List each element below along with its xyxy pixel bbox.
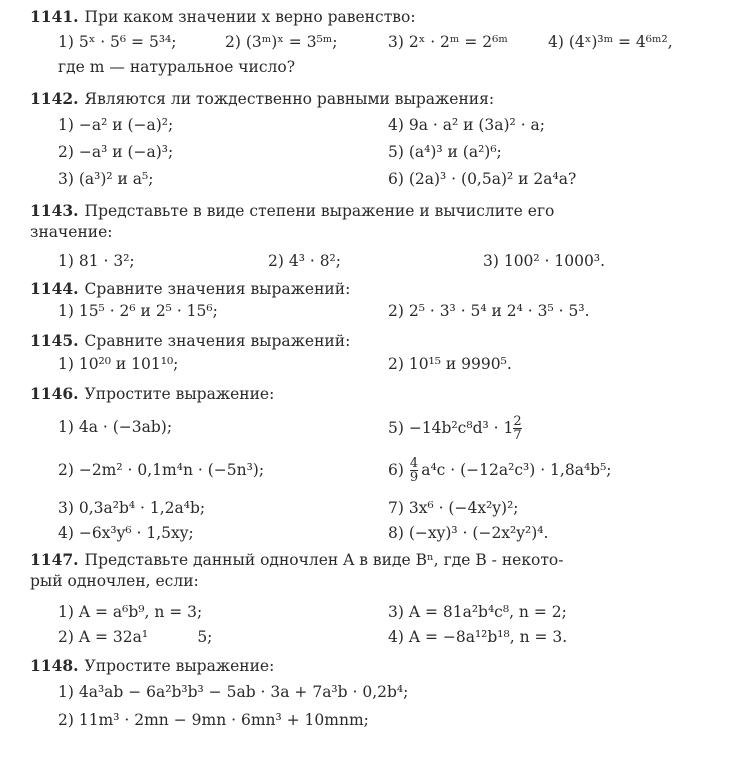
- problem-number: 1147.: [30, 550, 79, 569]
- item: 1) 5ˣ · 5⁶ = 5³⁴;: [58, 33, 177, 51]
- item: 3) 0,3a²b⁴ · 1,2a⁴b;: [58, 499, 206, 517]
- problem-1143: [30, 200, 729, 243]
- problem-text: При каком значении x верно равенство:: [84, 8, 416, 26]
- item: 1) A = a⁶b⁹, n = 3;: [58, 603, 203, 621]
- item: 2) A = 32a¹ 5;: [58, 628, 213, 646]
- problem-text: Упростите выражение:: [84, 657, 275, 675]
- item: 4) (4ˣ)³ᵐ = 4⁶ᵐ²,: [548, 33, 673, 51]
- problem-number: 1142.: [30, 89, 79, 108]
- fraction: [513, 415, 521, 442]
- item: 3) (a³)² и a⁵;: [58, 170, 154, 188]
- item: 8) (−xy)³ · (−2x²y²)⁴.: [388, 524, 549, 542]
- item: 4) A = −8a¹²b¹⁸, n = 3.: [388, 628, 568, 646]
- problem-1144: [30, 278, 729, 300]
- fraction-numerator: 2: [513, 413, 522, 429]
- problem-text: Упростите выражение:: [84, 385, 275, 403]
- problem-text: Сравните значения выражений:: [84, 332, 351, 350]
- problem-1148: [30, 655, 729, 677]
- item: 3) 100² · 1000³.: [483, 252, 606, 270]
- problem-number: 1141.: [30, 7, 79, 26]
- item: 1) −a² и (−a)²;: [58, 116, 174, 134]
- item: 2) 2⁵ · 3³ · 5⁴ и 2⁴ · 3⁵ · 5³.: [388, 302, 590, 320]
- problem-number: 1148.: [30, 656, 79, 675]
- item-text: 6): [388, 461, 404, 479]
- item-text: a⁴c · (−12a²c³) · 1,8a⁴b⁵;: [421, 461, 612, 479]
- item: 5) (a⁴)³ и (a²)⁶;: [388, 143, 502, 161]
- item: 2) 10¹⁵ и 9990⁵.: [388, 355, 512, 373]
- item: 3) 2ˣ · 2ᵐ = 2⁶ᵐ: [388, 33, 508, 51]
- item-text: 5) −14b²c⁸d³ · 1: [388, 419, 514, 437]
- problem-tail: где m — натуральное число?: [58, 58, 296, 76]
- item: 4) 9a · a² и (3a)² · a;: [388, 116, 546, 134]
- item: 6) (2a)³ · (0,5a)² и 2a⁴a?: [388, 170, 577, 188]
- problem-1141: [30, 6, 729, 28]
- item: 2) 4³ · 8²;: [268, 252, 341, 270]
- item: 1) 4a³ab − 6a²b³b³ − 5ab · 3a + 7a³b · 0,2b⁴;: [58, 683, 409, 701]
- problem-number: 1145.: [30, 331, 79, 350]
- item: 3) A = 81a²b⁴c⁸, n = 2;: [388, 603, 567, 621]
- problem-1147: [30, 549, 729, 592]
- item-with-fraction: [388, 450, 612, 490]
- item: 1) 10²⁰ и 101¹⁰;: [58, 355, 179, 373]
- item: 2) 11m³ · 2mn − 9mn · 6mn³ + 10mnm;: [58, 711, 369, 729]
- problem-1145: [30, 330, 729, 352]
- problem-1142: [30, 88, 729, 110]
- problem-text: Являются ли тождественно равными выражения:: [84, 90, 495, 108]
- item-with-fraction: [388, 408, 522, 448]
- problem-text: Представьте в виде степени выражение и вычислите его: [84, 202, 555, 220]
- problem-text: Сравните значения выражений:: [84, 280, 351, 298]
- item: 7) 3x⁶ · (−4x²y)²;: [388, 499, 519, 517]
- problem-text: Представьте данный одночлен A в виде Bⁿ, где B - некото-: [84, 551, 564, 569]
- problem-text-continued: значение:: [30, 223, 113, 241]
- fraction: [410, 457, 418, 484]
- item: 2) −2m² · 0,1m⁴n · (−5n³);: [58, 461, 265, 479]
- item: 1) 81 · 3²;: [58, 252, 135, 270]
- fraction-denominator: 9: [409, 469, 419, 485]
- item: 1) 4a · (−3ab);: [58, 418, 173, 436]
- item: 1) 15⁵ · 2⁶ и 2⁵ · 15⁶;: [58, 302, 218, 320]
- item: 2) −a³ и (−a)³;: [58, 143, 174, 161]
- problem-number: 1146.: [30, 384, 79, 403]
- problem-number: 1143.: [30, 201, 79, 220]
- item: 4) −6x³y⁶ · 1,5xy;: [58, 524, 194, 542]
- problem-1146: [30, 383, 729, 405]
- problem-text-continued: рый одночлен, если:: [30, 572, 199, 590]
- item: 2) (3ᵐ)ˣ = 3⁵ᵐ;: [225, 33, 338, 51]
- problem-number: 1144.: [30, 279, 79, 298]
- fraction-denominator: 7: [513, 427, 522, 443]
- fraction-numerator: 4: [409, 455, 419, 471]
